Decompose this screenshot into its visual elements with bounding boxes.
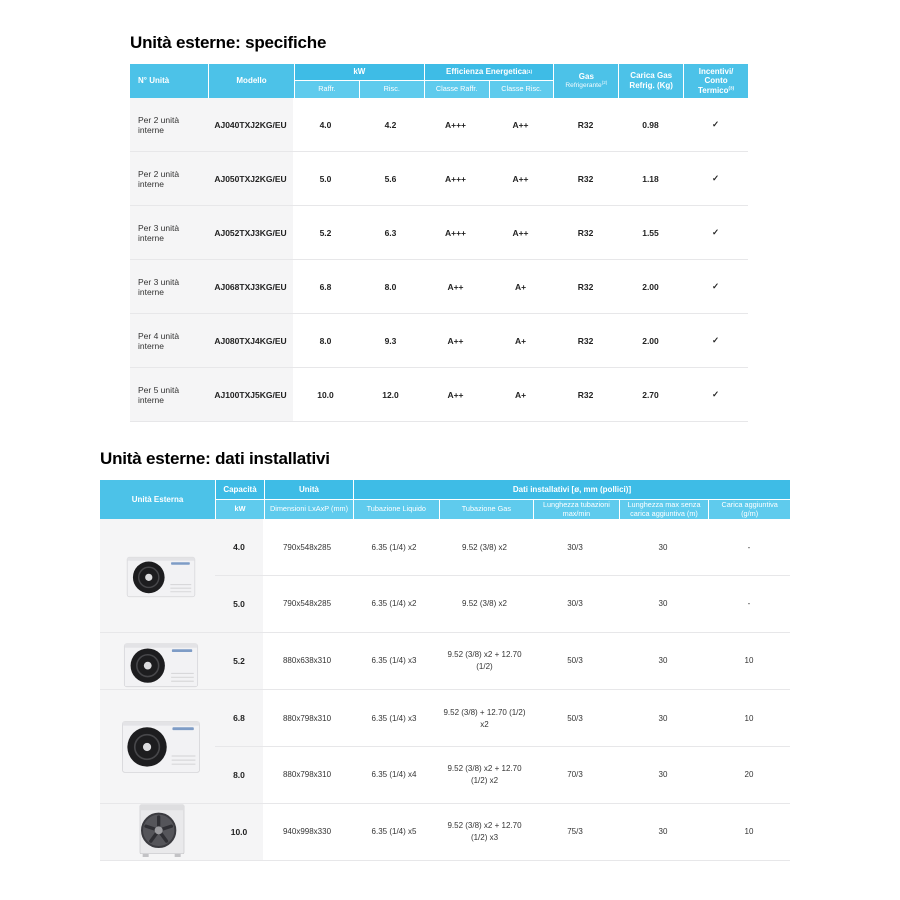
table1-title: Unità esterne: specifiche — [130, 33, 327, 52]
gas-sublabel — [565, 79, 608, 90]
table-row — [130, 152, 748, 206]
value-cell: 20 — [744, 770, 754, 780]
value-cell: 10 — [744, 713, 754, 723]
table-row — [100, 690, 790, 747]
table-row — [130, 314, 748, 368]
value-cell: 2.00 — [642, 281, 659, 292]
column-header-carica-gas — [619, 64, 683, 98]
table-row — [130, 206, 748, 260]
conto-termico-label: Conto Termico — [697, 76, 729, 95]
column-header-lunghezza-tubazioni: Lunghezza tubazioni max/min — [534, 500, 619, 519]
capacity-cell: 10.0 — [230, 826, 248, 837]
value-cell: 9.3 — [384, 335, 397, 346]
value-cell: 9.52 (3/8) x2 — [462, 542, 507, 552]
check-icon: ✓ — [711, 281, 720, 291]
table-row — [130, 368, 748, 422]
value-cell: 30 — [658, 542, 668, 552]
gas-label: Gas — [578, 72, 594, 82]
value-cell: - — [747, 599, 751, 609]
column-header-carica-aggiuntiva: Carica aggiuntiva (g/m) — [709, 500, 790, 519]
row-label: Per 2 unità interne — [130, 98, 208, 151]
value-cell: A+++ — [444, 227, 467, 238]
check-icon: ✓ — [711, 173, 720, 183]
value-cell: 5.2 — [319, 227, 332, 238]
row-label: Per 5 unità interne — [130, 368, 208, 421]
carica-line1: Carica Gas — [630, 71, 673, 81]
row-label: Per 3 unità interne — [130, 260, 208, 313]
column-header-kw: kW — [216, 500, 264, 519]
table-row — [100, 519, 790, 576]
value-cell: R32 — [577, 119, 594, 130]
value-cell: A++ — [447, 281, 464, 292]
value-cell: 10 — [744, 656, 754, 666]
value-cell: 9.52 (3/8) x2 + 12.70 (1/2) x2 — [447, 764, 522, 785]
value-cell: 6.35 (1/4) x4 — [371, 770, 417, 780]
column-header-raffr: Raffr. — [295, 81, 359, 98]
column-header-modello: Modello — [209, 64, 294, 98]
value-cell: 30 — [658, 656, 668, 666]
value-cell: 2.00 — [642, 335, 659, 346]
column-header-lunghezza-max: Lunghezza max senza carica aggiuntiva (m) — [620, 500, 709, 519]
value-cell: 30 — [658, 599, 668, 609]
check-icon: ✓ — [711, 119, 720, 129]
value-cell: 10 — [744, 827, 754, 837]
table-row — [100, 633, 790, 690]
value-cell: R32 — [577, 389, 594, 400]
row-label: Per 2 unità interne — [130, 152, 208, 205]
spec-table-header — [130, 64, 748, 98]
value-cell: R32 — [577, 335, 594, 346]
value-cell: 30/3 — [567, 599, 583, 609]
value-cell: 6.8 — [319, 281, 332, 292]
value-cell: A++ — [447, 389, 464, 400]
refrigerante-label: Refrigerante — [565, 81, 602, 89]
value-cell: 4.0 — [319, 119, 332, 130]
value-cell: 50/3 — [567, 656, 583, 666]
value-cell: R32 — [577, 281, 594, 292]
column-header-unita-esterna: Unità Esterna — [100, 480, 215, 519]
model-cell: AJ052TXJ3KG/EU — [208, 206, 293, 259]
model-cell: AJ050TXJ2KG/EU — [208, 152, 293, 205]
column-header-gas — [554, 64, 618, 98]
value-cell: A+++ — [444, 173, 467, 184]
value-cell: 940x998x330 — [282, 827, 332, 837]
table2-title: Unità esterne: dati installativi — [100, 449, 330, 468]
value-cell: 50/3 — [567, 713, 583, 723]
value-cell: A+ — [514, 389, 527, 400]
column-header-n-unita: N° Unità — [130, 64, 208, 98]
column-header-efficienza-group: Efficienza Energetica (1) — [425, 64, 554, 80]
value-cell: 880x798x310 — [282, 713, 332, 723]
capacity-cell: 4.0 — [233, 542, 245, 553]
value-cell: 5.0 — [319, 173, 332, 184]
check-icon: ✓ — [711, 227, 720, 237]
model-cell: AJ080TXJ4KG/EU — [208, 314, 293, 367]
table-row — [130, 260, 748, 314]
value-cell: A++ — [512, 119, 529, 130]
efficienza-label: Efficienza Energetica — [446, 67, 527, 77]
value-cell: 9.52 (3/8) + 12.70 (1/2) x2 — [443, 707, 526, 729]
value-cell: A++ — [447, 335, 464, 346]
outdoor-unit-image — [125, 550, 197, 607]
value-cell: 8.0 — [384, 281, 397, 292]
install-table-header — [100, 480, 790, 519]
value-cell: 790x548x285 — [282, 599, 332, 609]
outdoor-unit-image — [122, 636, 200, 697]
value-cell: 30 — [658, 713, 668, 723]
capacity-cell: 5.2 — [233, 655, 245, 666]
column-header-tubazione-gas: Tubazione Gas — [440, 500, 533, 519]
value-cell: - — [747, 542, 751, 552]
column-header-dati-group: Dati installativi [ø, mm (pollici)] — [354, 480, 790, 499]
value-cell: 1.18 — [642, 173, 659, 184]
value-cell: 8.0 — [319, 335, 332, 346]
check-icon: ✓ — [711, 389, 720, 399]
value-cell: 30/3 — [567, 542, 583, 552]
value-cell: 9.52 (3/8) x2 + 12.70 (1/2) — [447, 650, 522, 671]
value-cell: 6.35 (1/4) x2 — [371, 542, 417, 552]
footnote-3: (3) — [728, 85, 735, 91]
value-cell: 6.35 (1/4) x3 — [371, 656, 417, 666]
model-cell: AJ040TXJ2KG/EU — [208, 98, 293, 151]
value-cell: 12.0 — [382, 389, 399, 400]
value-cell: 6.35 (1/4) x2 — [371, 599, 417, 609]
value-cell: 5.6 — [384, 173, 397, 184]
model-cell: AJ100TXJ5KG/EU — [208, 368, 293, 421]
value-cell: R32 — [577, 173, 594, 184]
value-cell: 10.0 — [317, 389, 334, 400]
model-cell: AJ068TXJ3KG/EU — [208, 260, 293, 313]
carica-line2: Refrig. (Kg) — [629, 81, 673, 90]
capacity-cell: 8.0 — [233, 769, 245, 780]
value-cell: 880x798x310 — [282, 770, 332, 780]
incentivi-line1: Incentivi/ — [698, 66, 734, 76]
value-cell: 6.35 (1/4) x3 — [371, 713, 417, 723]
table-row — [100, 804, 790, 861]
value-cell: 880x638x310 — [282, 656, 332, 666]
value-cell: R32 — [577, 227, 594, 238]
row-label: Per 4 unità interne — [130, 314, 208, 367]
capacity-cell: 6.8 — [233, 713, 245, 724]
incentivi-line2 — [687, 76, 745, 95]
value-cell: 2.70 — [642, 389, 659, 400]
value-cell: 1.55 — [642, 227, 659, 238]
value-cell: 30 — [658, 827, 668, 837]
value-cell: A++ — [512, 227, 529, 238]
value-cell: A+ — [514, 335, 527, 346]
value-cell: 70/3 — [567, 770, 583, 780]
value-cell: 30 — [658, 770, 668, 780]
value-cell: 790x548x285 — [282, 542, 332, 552]
value-cell: 9.52 (3/8) x2 + 12.70 (1/2) x3 — [447, 821, 522, 842]
install-table — [100, 480, 790, 861]
column-header-risc: Risc. — [360, 81, 424, 98]
table-row — [100, 747, 790, 804]
install-table-body — [100, 519, 790, 861]
check-icon: ✓ — [711, 335, 720, 345]
column-header-dimensioni: Dimensioni LxAxP (mm) — [265, 500, 353, 519]
value-cell: 6.35 (1/4) x5 — [371, 827, 417, 837]
column-header-classe-risc: Classe Risc. — [490, 81, 554, 98]
section-specifiche — [130, 33, 748, 422]
section-dati-installativi — [100, 449, 790, 861]
column-header-unita: Unità — [265, 480, 353, 499]
outdoor-unit-image — [132, 803, 192, 864]
value-cell: 9.52 (3/8) x2 — [462, 599, 507, 609]
value-cell: 6.3 — [384, 227, 397, 238]
table-row — [100, 576, 790, 633]
column-header-kw-group: kW — [295, 64, 424, 80]
value-cell: 75/3 — [567, 827, 583, 837]
value-cell: 0.98 — [642, 119, 659, 130]
table-row — [130, 98, 748, 152]
value-cell: A+ — [514, 281, 527, 292]
row-label: Per 3 unità interne — [130, 206, 208, 259]
footnote-2: (2) — [601, 79, 608, 85]
spec-table — [130, 64, 748, 422]
column-header-classe-raffr: Classe Raffr. — [425, 81, 489, 98]
outdoor-unit-image — [120, 715, 202, 782]
column-header-capacita: Capacità — [216, 480, 264, 499]
capacity-cell: 5.0 — [233, 598, 245, 609]
value-cell: A++ — [512, 173, 529, 184]
column-header-incentivi — [684, 64, 748, 98]
column-header-tubazione-liquido: Tubazione Liquido — [354, 500, 439, 519]
value-cell: 4.2 — [384, 119, 397, 130]
value-cell: A+++ — [444, 119, 467, 130]
